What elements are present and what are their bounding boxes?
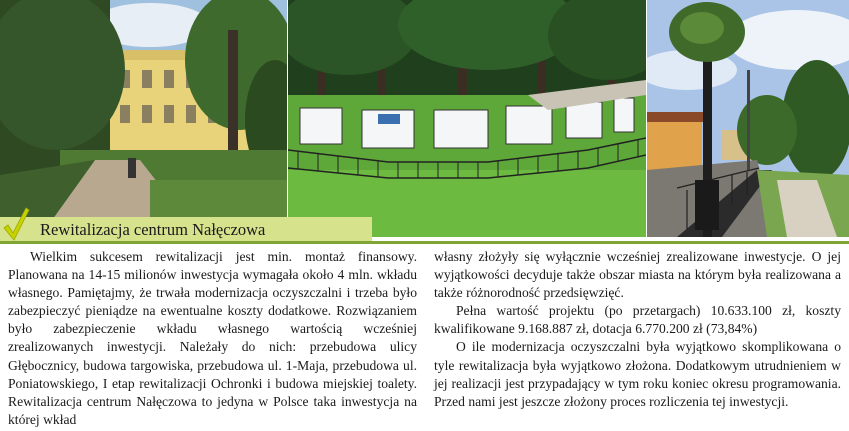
photo-right <box>647 0 849 237</box>
paragraph: O ile modernizacja oczyszczalni była wyjątkowo skomplikowana o tyle rewitalizacja była wyjątkowo złożona. Dodatkowym utrudnieniem w jej realizacji jest przypadający w tym roku koniec okresu programowania. Przed nami jest jeszcze złożony proces rozliczenia tej inwestycji. <box>434 339 841 409</box>
photo-middle <box>288 0 646 237</box>
heading-rule <box>0 241 849 244</box>
article-column-left <box>8 248 417 429</box>
checkmark-icon <box>2 206 30 242</box>
photo-left <box>0 0 287 237</box>
paragraph: Pełna wartość projektu (po przetargach) 10.633.100 zł, koszty kwalifikowane 9.168.887 zł, dotacja 6.770.200 zł (73,84%) <box>434 303 841 337</box>
paragraph-continuation: własny złożyły się wyłącznie wcześniej zrealizowane inwestycje. O jej wyjątkowości decyduje także obszar miasta na którym była realizowana a także różnorodność przedsięwzięć. <box>434 249 841 301</box>
article-heading: Rewitalizacja centrum Nałęczowa <box>40 220 266 239</box>
paragraph: Wielkim sukcesem rewitalizacji jest min. montaż finansowy. Planowana na 14-15 milionów inwestycja wymagała około 4 mln. wkładu własnego. Pamiętajmy, że trwała modernizacja oczyszczalni i trzeba było zabezpieczyć pieniądze na ewentualne koszty dodatkowe. Rozwiązaniem było zabezpieczenie wkładu własnego wartością wcześniej zrealizowanych inwestycji. Należały do nich: przebudowa ulicy Głębocznicy, budowa targowiska, przebudowa ul. 1-Maja, przebudowa ul. Poniatowskiego, I etap rewitalizacji Ochronki i budowa miejskiej toalety. Rewitalizacja centrum Nałęczowa to jedyna w Polsce taka inwestycja na której wkład <box>8 249 417 427</box>
article-column-right <box>434 248 841 411</box>
